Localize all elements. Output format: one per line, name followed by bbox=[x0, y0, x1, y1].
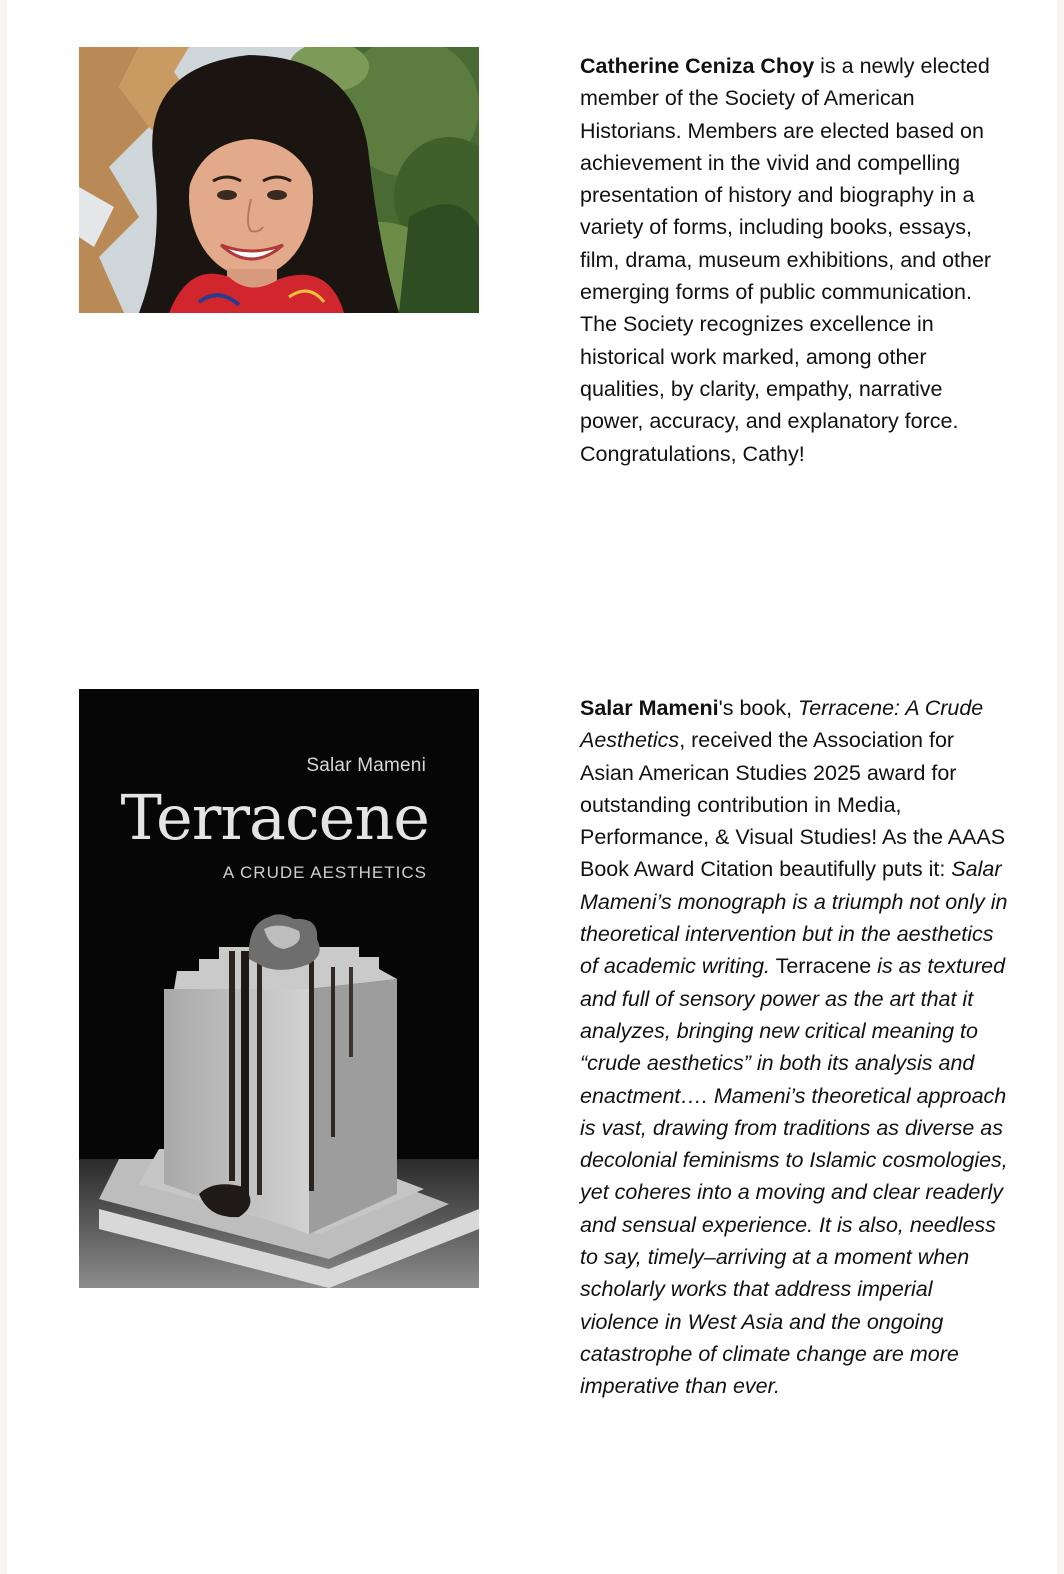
item-body: is a newly elected member of the Society of American Historians. Members are elected based on achievement in the vivid and compelling presentation of history and biography in a variety of forms, including books, essays, film, drama, museum exhibitions, and other emerging forms of public communication. The Society recognizes excellence in historical work marked, among other qualities, by clarity, empathy, narrative power, accuracy, and explanatory force. Congratulations, Cathy! bbox=[580, 54, 992, 466]
citation-quote-2: is as textured and full of sensory power as the art that it analyzes, bringing new critical meaning to “crude aesthetics” in both its analysis and enactment…. Mameni’s theoretical approach is vast, drawing from traditions as diverse as decolonial feminisms to Islamic cosmologies, yet coheres into a moving and clear readerly and sensual experience. It is also, needless to say, timely–arriving at a moment when scholarly works that address imperial violence in West Asia and the ongoing catastrophe of climate change are more imperative than ever. bbox=[580, 954, 1008, 1399]
news-item-text bbox=[580, 692, 1010, 1403]
person-name: Salar Mameni bbox=[580, 696, 719, 720]
item-body-1: 's book, bbox=[718, 696, 799, 720]
news-item-choy bbox=[7, 0, 1057, 600]
citation-quote-1: Salar Mameni’s monograph is a triumph not only in theoretical intervention but in the aesthetics of academic writing. bbox=[580, 857, 1008, 979]
news-item-text bbox=[580, 50, 1010, 470]
cover-subtitle: A CRUDE AESTHETICS bbox=[222, 863, 427, 882]
cover-author: Salar Mameni bbox=[306, 755, 426, 776]
newsletter-page bbox=[7, 0, 1057, 1574]
person-name: Catherine Ceniza Choy bbox=[580, 54, 815, 78]
citation-book-title: Terracene bbox=[770, 954, 872, 979]
cover-title: Terracene bbox=[120, 781, 429, 854]
news-item-mameni bbox=[7, 640, 1057, 1540]
book-title: Terracene: A Crude Aesthetics bbox=[580, 696, 984, 753]
portrait-photo bbox=[79, 47, 479, 313]
book-cover-image bbox=[79, 689, 479, 1288]
item-body-2: , received the Association for Asian American Studies 2025 award for outstanding contribution in Media, Performance, & Visual Studies! As the AAAS Book Award Citation beautifully puts it: bbox=[580, 728, 1006, 882]
